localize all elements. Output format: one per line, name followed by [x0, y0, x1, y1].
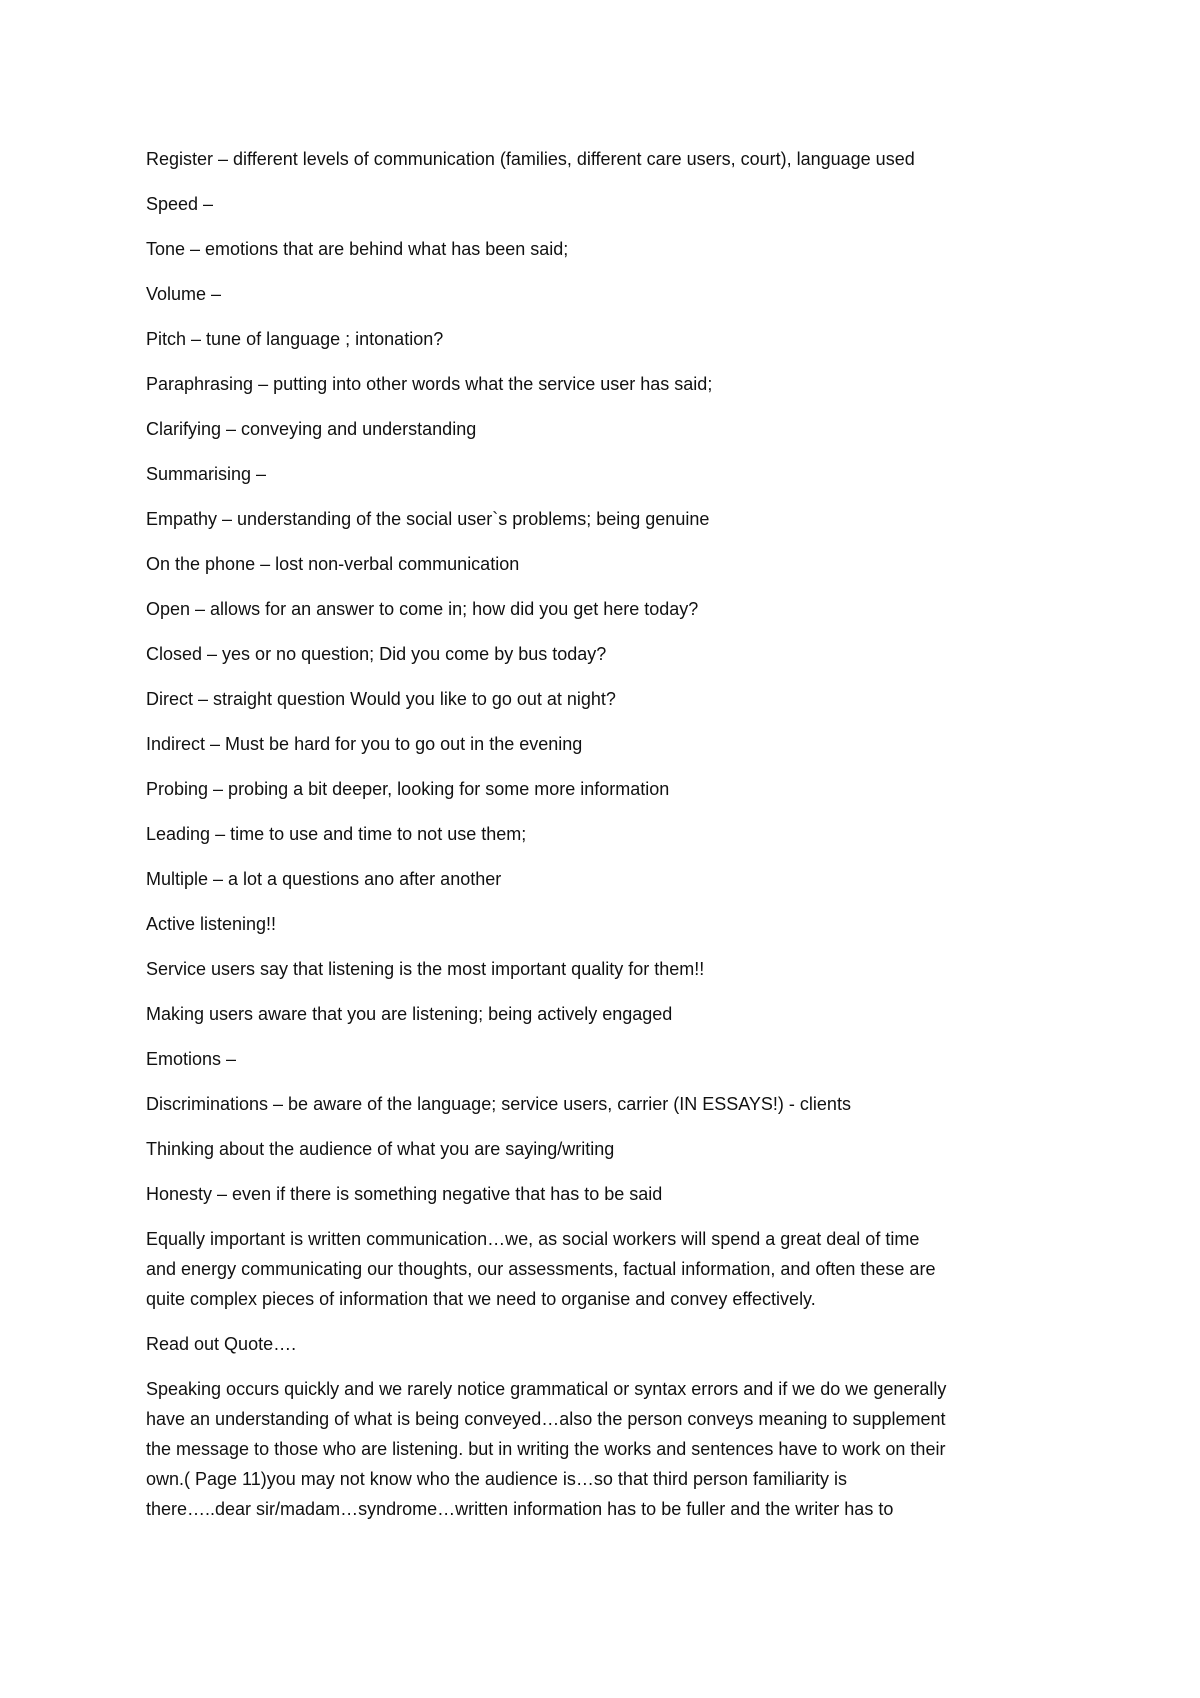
note-leading-question: Leading – time to use and time to not use them; — [146, 824, 527, 844]
note-multiple-question: Multiple – a lot a questions ano after another — [146, 869, 502, 889]
note-direct-question: Direct – straight question Would you like to go out at night? — [146, 689, 616, 709]
note-register: Register – different levels of communication (families, different care users, court), language used — [146, 149, 915, 169]
paragraph-line: and energy communicating our thoughts, our assessments, factual information, and often these are — [146, 1259, 936, 1279]
note-closed-question: Closed – yes or no question; Did you come by bus today? — [146, 644, 607, 664]
note-tone: Tone – emotions that are behind what has been said; — [146, 239, 569, 259]
paragraph-line: there…..dear sir/madam…syndrome…written information has to be fuller and the writer has to — [146, 1499, 894, 1519]
paragraph-line: quite complex pieces of information that we need to organise and convey effectively. — [146, 1289, 816, 1309]
paragraph-line: the message to those who are listening. but in writing the works and sentences have to work on their — [146, 1439, 946, 1459]
note-indirect-question: Indirect – Must be hard for you to go out in the evening — [146, 734, 583, 754]
note-pitch: Pitch – tune of language ; intonation? — [146, 329, 444, 349]
note-list — [146, 144, 1060, 1209]
note-speed: Speed – — [146, 194, 214, 214]
note-discriminations: Discriminations – be aware of the language; service users, carrier (IN ESSAYS!) - clients — [146, 1094, 851, 1114]
note-summarising: Summarising – — [146, 464, 267, 484]
note-clarifying: Clarifying – conveying and understanding — [146, 419, 477, 439]
note-thinking-audience: Thinking about the audience of what you are saying/writing — [146, 1139, 615, 1159]
note-open-question: Open – allows for an answer to come in; how did you get here today? — [146, 599, 699, 619]
note-empathy: Empathy – understanding of the social user`s problems; being genuine — [146, 509, 710, 529]
note-service-users-listening: Service users say that listening is the most important quality for them!! — [146, 959, 705, 979]
paragraph-line: own.( Page 11)you may not know who the audience is…so that third person familiarity is — [146, 1469, 848, 1489]
paragraph-line: Speaking occurs quickly and we rarely notice grammatical or syntax errors and if we do we generally — [146, 1379, 947, 1399]
note-probing-question: Probing – probing a bit deeper, looking for some more information — [146, 779, 670, 799]
note-emotions: Emotions – — [146, 1049, 237, 1069]
note-making-users-aware: Making users aware that you are listening; being actively engaged — [146, 1004, 673, 1024]
note-active-listening: Active listening!! — [146, 914, 277, 934]
paragraph-speaking-vs-writing — [146, 1374, 1060, 1524]
read-out-quote: Read out Quote…. — [146, 1334, 297, 1354]
note-honesty: Honesty – even if there is something negative that has to be said — [146, 1184, 663, 1204]
note-paraphrasing: Paraphrasing – putting into other words what the service user has said; — [146, 374, 713, 394]
paragraph-written-communication — [146, 1224, 1060, 1314]
paragraph-line: have an understanding of what is being conveyed…also the person conveys meaning to supplement — [146, 1409, 946, 1429]
note-on-the-phone: On the phone – lost non-verbal communication — [146, 554, 520, 574]
note-volume: Volume – — [146, 284, 222, 304]
paragraph-line: Equally important is written communication…we, as social workers will spend a great deal of time — [146, 1229, 920, 1249]
